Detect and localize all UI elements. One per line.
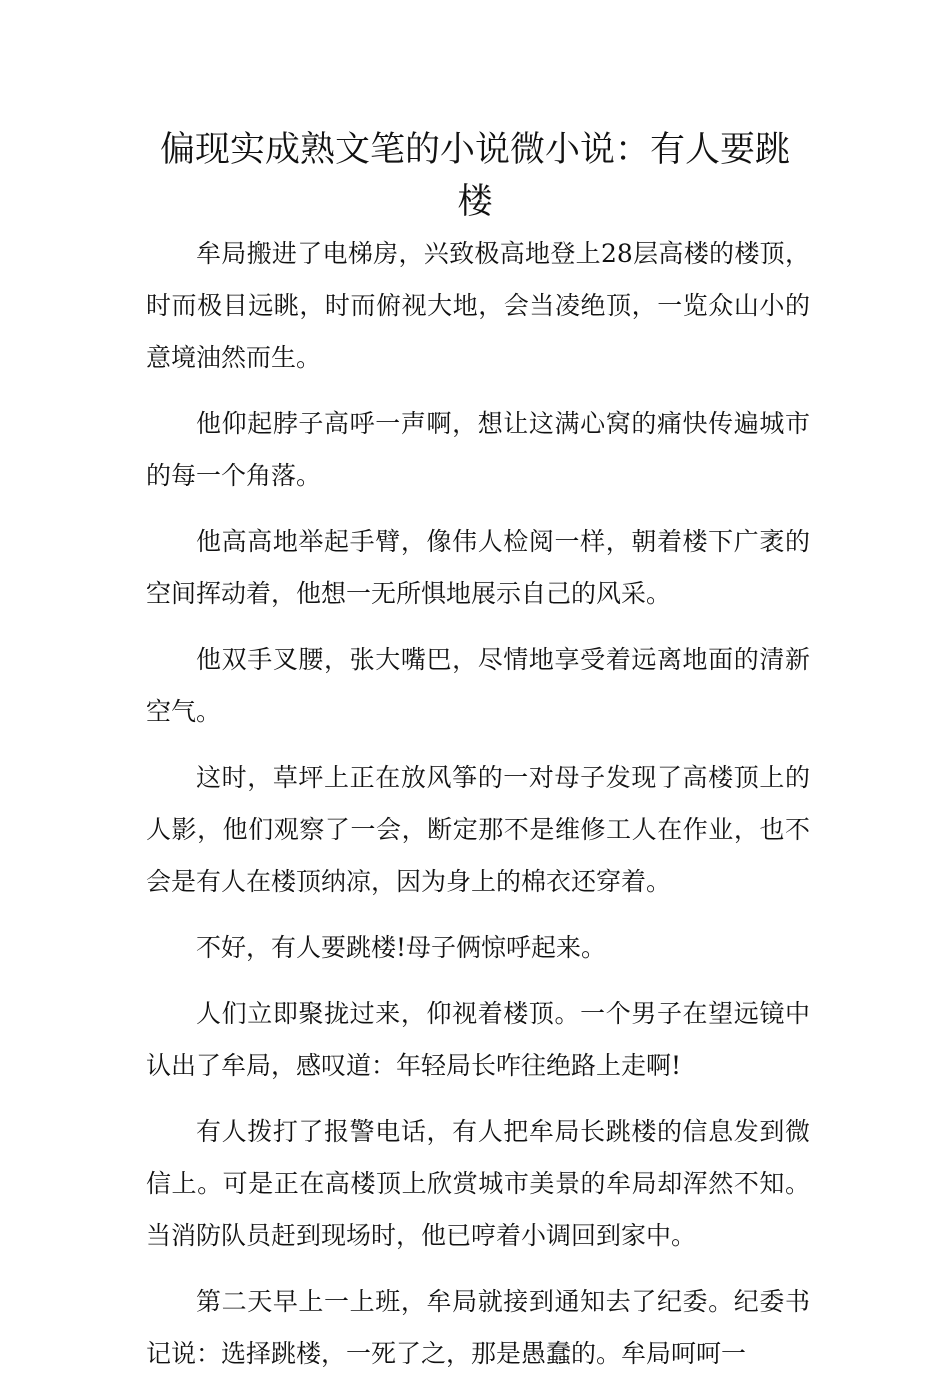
document-title [140, 124, 810, 228]
title-line-2: 楼 [457, 182, 493, 222]
paragraph: 他双手叉腰，张大嘴巴，尽情地享受着远离地面的清新空气。 [146, 645, 810, 726]
paragraph: 有人拨打了报警电话，有人把牟局长跳楼的信息发到微信上。可是正在高楼顶上欣赏城市美景的牟局却浑然不知。当消防队员赶到现场时，他已哼着小调回到家中。 [146, 1117, 810, 1250]
paragraph: 人们立即聚拢过来，仰视着楼顶。一个男子在望远镜中认出了牟局，感叹道：年轻局长咋往绝路上走啊! [146, 999, 810, 1080]
paragraph: 牟局搬进了电梯房，兴致极高地登上28层高楼的楼顶，时而极目远眺，时而俯视大地，会当凌绝顶，一览众山小的意境油然而生。 [146, 239, 810, 372]
paragraph: 他仰起脖子高呼一声啊，想让这满心窝的痛快传遍城市的每一个角落。 [146, 409, 810, 490]
paragraph: 不好，有人要跳楼!母子俩惊呼起来。 [196, 933, 607, 962]
paragraph: 他高高地举起手臂，像伟人检阅一样，朝着楼下广袤的空间挥动着，他想一无所惧地展示自己的风采。 [146, 527, 810, 608]
title-line-1: 偏现实成熟文笔的小说微小说：有人要跳 [159, 130, 790, 170]
paragraph: 这时，草坪上正在放风筝的一对母子发现了高楼顶上的人影，他们观察了一会，断定那不是维修工人在作业，也不会是有人在楼顶纳凉，因为身上的棉衣还穿着。 [146, 763, 810, 896]
document-body [146, 228, 810, 1394]
paragraph: 第二天早上一上班，牟局就接到通知去了纪委。纪委书记说：选择跳楼，一死了之，那是愚蠢的。牟局呵呵一 [146, 1287, 810, 1368]
